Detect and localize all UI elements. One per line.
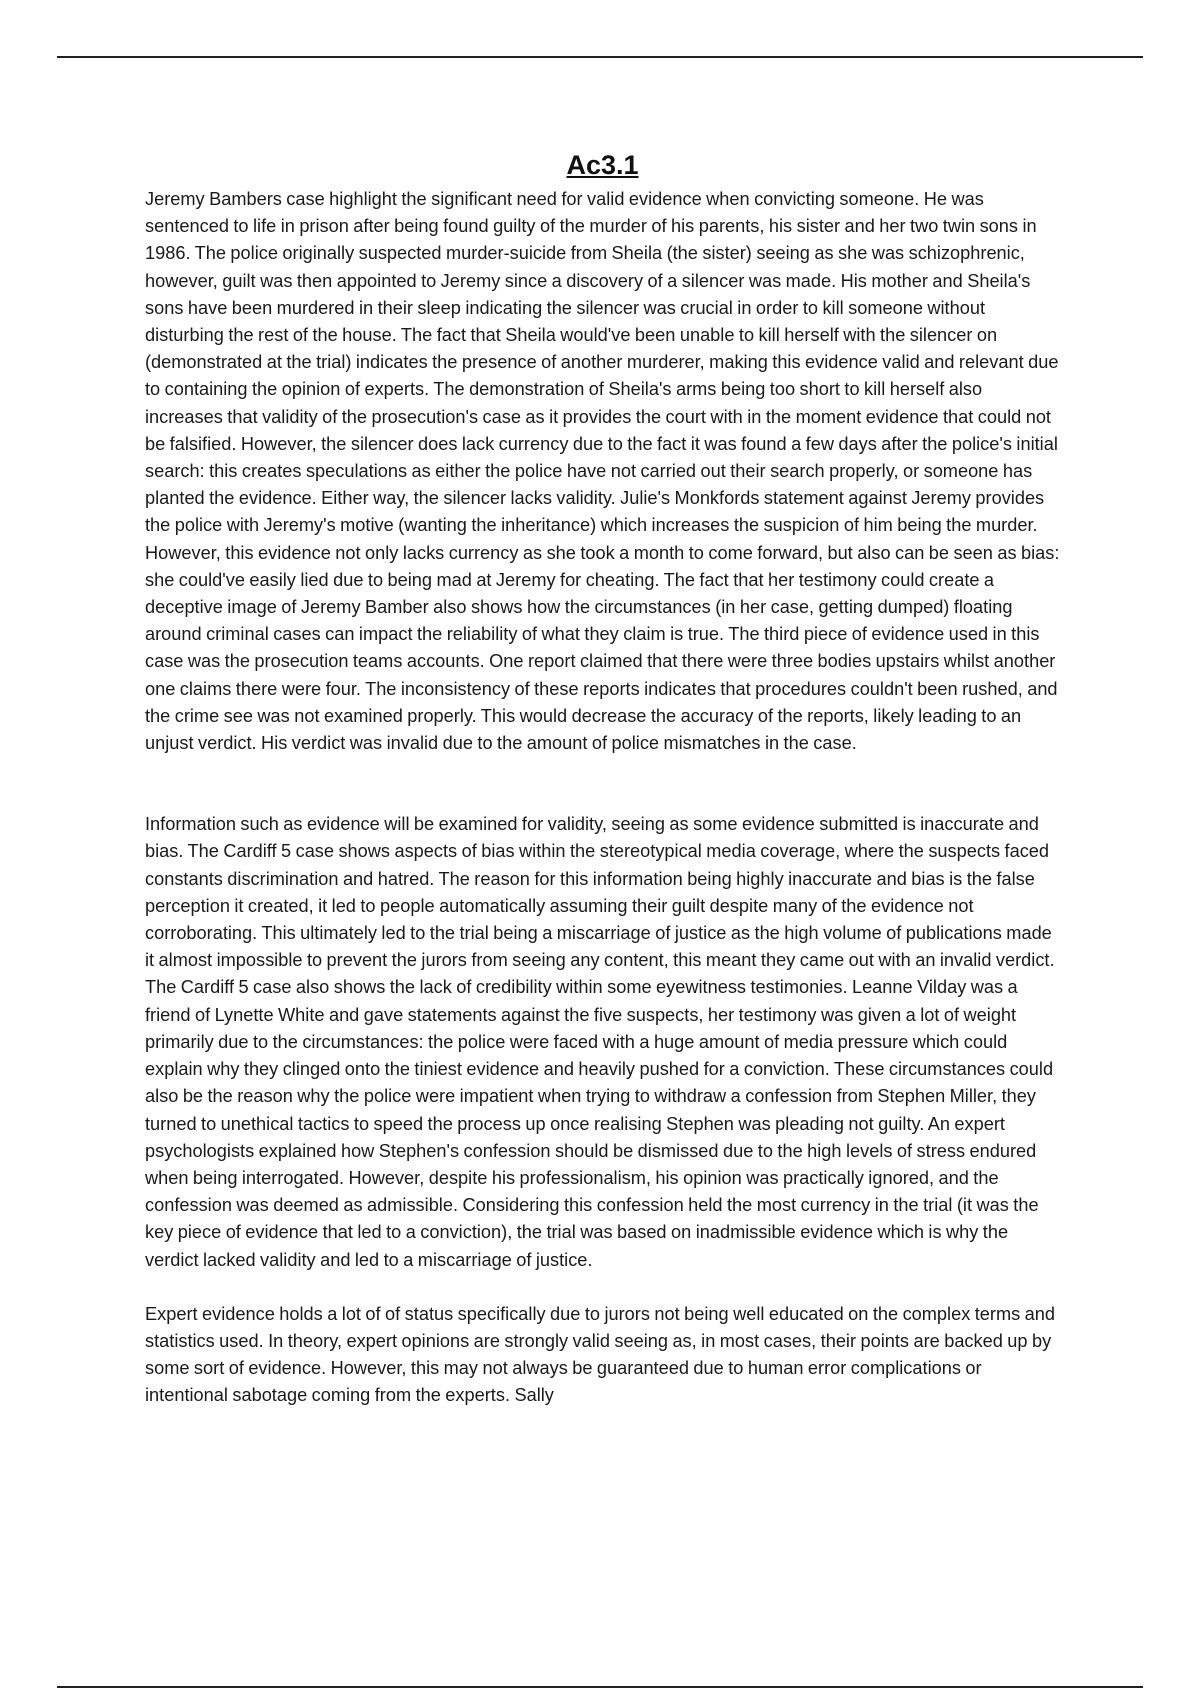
paragraph-expert-evidence: Expert evidence holds a lot of of status specifically due to jurors not being well educated on the complex terms and statistics used. In theory, expert opinions are strongly valid seeing as, in most cases, their points are backed up by some sort of evidence. However, this may not always be guaranteed due to human error complications or intentional sabotage coming from the experts. Sally bbox=[145, 1303, 1056, 1406]
paragraph-bamber-case: Jeremy Bambers case highlight the significant need for valid evidence when convicting someone. He was sentenced to life in prison after being found guilty of the murder of his parents, his sister and her two twin sons in 1986. The police originally suspected murder-suicide from Sheila (the sister) seeing as she was schizophrenic, however, guilt was then appointed to Jeremy since a discovery of a silencer was made. His mother and Sheila's sons have been murdered in their sleep indicating the silencer was crucial in order to kill someone without disturbing the rest of the house. The fact that Sheila would've been unable to kill herself with the silencer on (demonstrated at the trial) indicates the presence of another murderer, making this evidence valid and relevant due to containing the opinion of experts. The demonstration of Sheila's arms being too short to kill herself also increases that validity of the prosecution's case as it provides the court with in the moment evidence that could not be falsified. However, the silencer does lack currency due to the fact it was found a few days after the police's initial search: this creates speculations as either the police have not carried out their search properly, or someone has planted the evidence. Either way, the silencer lacks validity. Julie's Monkfords statement against Jeremy provides the police with Jeremy's motive (wanting the inheritance) which increases the suspicion of him being the murder. However, this evidence not only lacks currency as she took a month to come forward, but also can be seen as bias: she could've easily lied due to being mad at Jeremy for cheating. The fact that her testimony could create a deceptive image of Jeremy Bamber also shows how the circumstances (in her case, getting dumped) floating around criminal cases can impact the reliability of what they claim is true. The third piece of evidence used in this case was the prosecution teams accounts. One report claimed that there were three bodies upstairs whilst another one claims there were four. The inconsistency of these reports indicates that procedures couldn't been rushed, and the crime see was not examined properly. This would decrease the accuracy of the reports, likely leading to an unjust verdict. His verdict was invalid due to the amount of police mismatches in the case. bbox=[145, 189, 1060, 754]
header-rule bbox=[57, 56, 1143, 58]
document-page bbox=[145, 148, 1060, 1410]
document-title: Ac3.1 bbox=[566, 150, 639, 180]
paragraph-cardiff-5-case: Information such as evidence will be examined for validity, seeing as some evidence submitted is inaccurate and bias. The Cardiff 5 case shows aspects of bias within the stereotypical media coverage, where the suspects faced constants discrimination and hatred. The reason for this information being highly inaccurate and bias is the false perception it created, it led to people automatically assuming their guilt despite many of the evidence not corroborating. This ultimately led to the trial being a miscarriage of justice as the high volume of publications made it almost impossible to prevent the jurors from seeing any content, this meant they came out with an invalid verdict. The Cardiff 5 case also shows the lack of credibility within some eyewitness testimonies. Leanne Vilday was a friend of Lynette White and gave statements against the five suspects, her testimony was given a lot of weight primarily due to the circumstances: the police were faced with a huge amount of media pressure which could explain why they clinged onto the tiniest evidence and heavily pushed for a conviction. These circumstances could also be the reason why the police were impatient when trying to withdraw a confession from Stephen Miller, they turned to unethical tactics to speed the process up once realising Stephen was pleading not guilty. An expert psychologists explained how Stephen's confession should be dismissed due to the high levels of stress endured when being interrogated. However, despite his professionalism, his opinion was practically ignored, and the confession was deemed as admissible. Considering this confession held the most currency in the trial (it was the key piece of evidence that led to a conviction), the trial was based on inadmissible evidence which is why the verdict lacked validity and led to a miscarriage of justice. bbox=[145, 814, 1055, 1270]
paragraph-spacer bbox=[145, 757, 1060, 811]
footer-rule bbox=[57, 1686, 1143, 1688]
paragraph-spacer bbox=[145, 1274, 1060, 1301]
